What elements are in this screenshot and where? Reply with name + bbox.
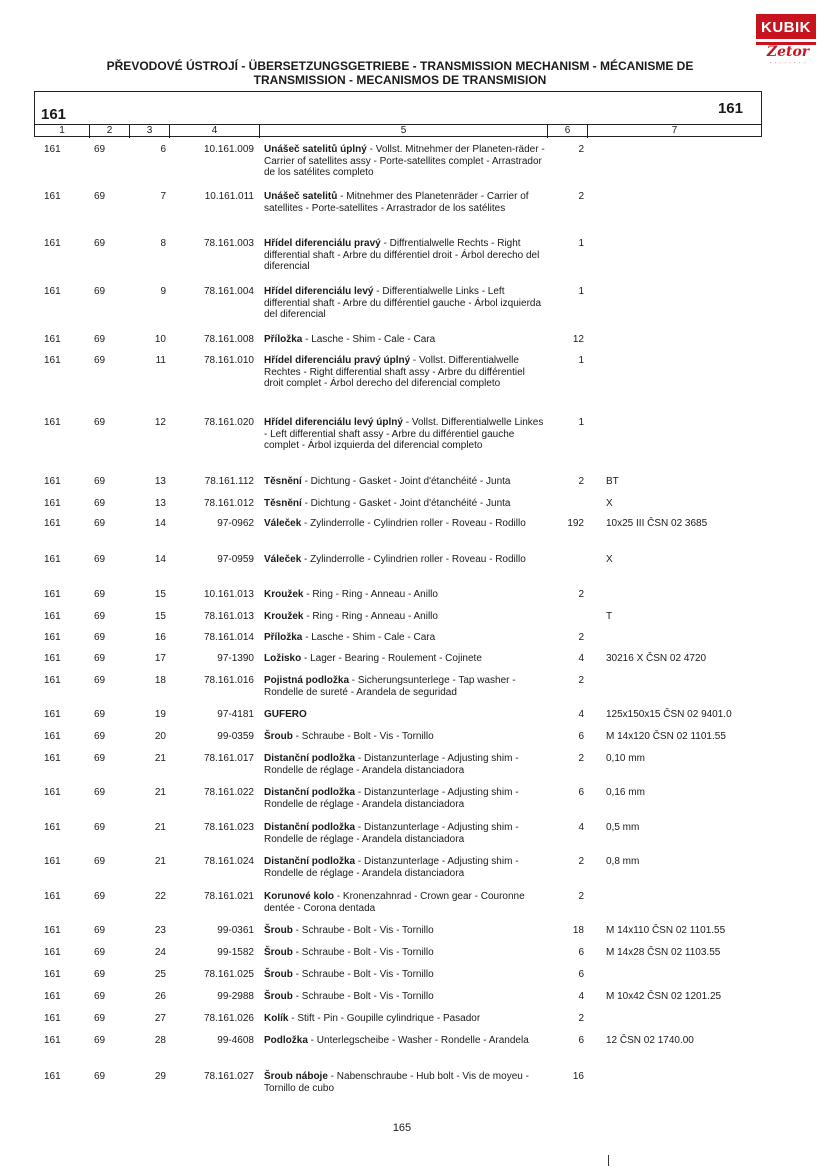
part-translations: - Stift - Pin - Goupille cylindrique - Pasador [288,1013,481,1024]
logo-zetor-text: Zetor · · · · · · · · [766,44,810,65]
description-cell [264,753,546,776]
position-cell: 16 [154,632,166,643]
quantity-cell: 192 [567,518,584,529]
position-cell: 13 [154,498,166,509]
subgroup-cell: 69 [94,518,106,529]
group-cell: 161 [44,286,61,297]
position-cell: 21 [154,822,166,833]
part-name: GUFERO [264,709,307,720]
part-number-cell: 78.161.008 [203,334,254,345]
group-cell: 161 [44,1013,61,1024]
position-cell: 18 [154,675,166,686]
note-cell: 0,5 mm [606,822,640,833]
description-cell [264,498,546,510]
part-number-cell: 78.161.014 [203,632,254,643]
subgroup-cell: 69 [94,787,106,798]
position-cell: 8 [160,238,166,249]
part-translations: - Dichtung - Gasket - Joint d'étanchéité - Junta [301,498,511,509]
subgroup-cell: 69 [94,611,106,622]
part-translations: - Distanzunterlage - Adjusting shim - Rondelle de réglage - Arandela distanciadora [264,856,519,879]
part-name: Kroužek [264,589,304,600]
part-translations: - Lasche - Shim - Cale - Cara [302,334,436,345]
note-cell: 125x150x15 ČSN 02 9401.0 [606,709,732,720]
position-cell: 14 [154,554,166,565]
part-translations: - Distanzunterlage - Adjusting shim - Rondelle de réglage - Arandela distanciadora [264,822,519,845]
group-cell: 161 [44,476,61,487]
part-number-cell: 78.161.020 [203,417,254,428]
part-name: Unášeč satelitů úplný [264,144,367,155]
quantity-cell: 4 [578,822,584,833]
description-cell [264,417,546,452]
description-cell [264,787,546,810]
part-translations: - Vollst. Differentialwelle Linkes - Left differential shaft assy - Arbre du différentiel gauche complet - Árbol izquierda del diferencial completo [264,417,544,451]
part-translations: - Schraube - Bolt - Vis - Tornillo [292,925,434,936]
group-cell: 161 [44,334,61,345]
page-title [40,59,760,87]
part-name: Váleček [264,518,302,529]
part-number-cell: 78.161.004 [203,286,254,297]
group-cell: 161 [44,731,61,742]
note-cell: 0,10 mm [606,753,645,764]
subgroup-cell: 69 [94,822,106,833]
description-cell [264,355,546,390]
group-cell: 161 [44,611,61,622]
subgroup-cell: 69 [94,589,106,600]
description-cell [264,731,546,743]
quantity-cell: 2 [578,191,584,202]
part-name: Příložka [264,334,303,345]
part-translations: - Unterlegscheibe - Washer - Rondelle - Arandela [307,1035,529,1046]
note-cell: T [606,611,613,622]
group-cell: 161 [44,191,61,202]
group-cell: 161 [44,675,61,686]
part-translations: - Ring - Ring - Anneau - Anillo [303,611,438,622]
part-translations: - Sicherungsunterlege - Tap washer - Rondelle de sureté - Arandela de seguridad [264,675,516,698]
column-header-7: 7 [587,125,761,138]
part-name: Podložka [264,1035,308,1046]
column-number-row [35,124,761,138]
part-name: Šroub [264,925,293,936]
quantity-cell: 2 [578,589,584,600]
quantity-cell: 6 [578,787,584,798]
description-cell [264,632,546,644]
description-cell [264,947,546,959]
quantity-cell: 6 [578,969,584,980]
group-cell: 161 [44,144,61,155]
quantity-cell: 18 [572,925,584,936]
note-cell: 10x25 III ČSN 02 3685 [606,518,708,529]
subgroup-cell: 69 [94,856,106,867]
part-translations: - Nabenschraube - Hub bolt - Vis de moyeu - Tornillo de cubo [264,1071,529,1094]
part-translations: - Vollst. Mitnehmer der Planeten-räder - Carrier of satellites assy - Porte-satellites complet - Arrastrador de los satélites completo [264,144,545,178]
subgroup-cell: 69 [94,144,106,155]
quantity-cell: 4 [578,991,584,1002]
quantity-cell: 2 [578,476,584,487]
description-cell [264,589,546,601]
part-number-cell: 78.161.010 [203,355,254,366]
note-cell: X [606,554,613,565]
quantity-cell: 6 [578,947,584,958]
subgroup-cell: 69 [94,947,106,958]
part-name: Distanční podložka [264,822,356,833]
group-cell: 161 [44,498,61,509]
subgroup-cell: 69 [94,632,106,643]
position-cell: 21 [154,753,166,764]
position-cell: 29 [154,1071,166,1082]
part-name: Příložka [264,632,303,643]
description-cell [264,891,546,914]
group-cell: 161 [44,554,61,565]
quantity-cell: 2 [578,891,584,902]
part-translations: - Zylinderrolle - Cylindrien roller - Roveau - Rodillo [301,518,526,529]
note-cell: 0,16 mm [606,787,645,798]
part-number-cell: 78.161.026 [203,1013,254,1024]
part-name: Těsnění [264,476,302,487]
position-cell: 21 [154,787,166,798]
part-translations: - Lasche - Shim - Cale - Cara [302,632,436,643]
part-number-cell: 78.161.016 [203,675,254,686]
position-cell: 22 [154,891,166,902]
position-cell: 13 [154,476,166,487]
note-cell: X [606,498,613,509]
part-translations: - Zylinderrolle - Cylindrien roller - Roveau - Rodillo [301,554,526,565]
quantity-cell: 1 [578,417,584,428]
quantity-cell: 4 [578,709,584,720]
description-cell [264,856,546,879]
subgroup-cell: 69 [94,417,106,428]
note-cell: 0,8 mm [606,856,640,867]
description-cell [264,611,546,623]
part-translations: - Mitnehmer des Planetenräder - Carrier of satellites - Porte-satellites - Arrastrador de los satélites [264,191,529,214]
position-cell: 20 [154,731,166,742]
part-translations: - Ring - Ring - Anneau - Anillo [303,589,438,600]
quantity-cell: 1 [578,238,584,249]
part-name: Šroub [264,947,293,958]
part-translations: - Distanzunterlage - Adjusting shim - Rondelle de réglage - Arandela distanciadora [264,753,519,776]
quantity-cell: 1 [578,286,584,297]
description-cell [264,709,546,721]
group-number-left: 161 [41,106,67,123]
subgroup-cell: 69 [94,476,106,487]
position-cell: 26 [154,991,166,1002]
description-cell [264,991,546,1003]
note-cell: 12 ČSN 02 1740.00 [606,1035,694,1046]
part-name: Váleček [264,554,302,565]
group-number-right: 161 [717,100,743,117]
quantity-cell: 16 [572,1071,584,1082]
note-cell: M 14x28 ČSN 02 1103.55 [606,947,721,958]
part-number-cell: 99-1582 [217,947,254,958]
description-cell [264,144,546,179]
kubik-zetor-logo [756,14,818,66]
quantity-cell: 2 [578,144,584,155]
part-name: Distanční podložka [264,753,356,764]
position-cell: 24 [154,947,166,958]
note-cell: M 14x110 ČSN 02 1101.55 [606,925,726,936]
column-header-2: 2 [89,125,129,138]
part-number-cell: 78.161.021 [203,891,254,902]
part-name: Hřídel diferenciálu pravý [264,238,381,249]
quantity-cell: 12 [572,334,584,345]
column-header-3: 3 [129,125,169,138]
position-cell: 15 [154,611,166,622]
group-cell: 161 [44,891,61,902]
column-header-5: 5 [259,125,547,138]
position-cell: 23 [154,925,166,936]
part-name: Korunové kolo [264,891,335,902]
part-number-cell: 10.161.013 [203,589,254,600]
group-cell: 161 [44,709,61,720]
group-cell: 161 [44,969,61,980]
subgroup-cell: 69 [94,991,106,1002]
table-header [34,91,762,137]
description-cell [264,1035,546,1047]
part-number-cell: 99-0359 [217,731,254,742]
subgroup-cell: 69 [94,653,106,664]
group-cell: 161 [44,947,61,958]
part-number-cell: 97-1390 [217,653,254,664]
part-name: Hřídel diferenciálu levý úplný [264,417,403,428]
quantity-cell: 4 [578,653,584,664]
part-translations: - Lager - Bearing - Roulement - Cojinete [301,653,482,664]
subgroup-cell: 69 [94,238,106,249]
position-cell: 7 [160,191,166,202]
description-cell [264,653,546,665]
part-name: Distanční podložka [264,787,356,798]
part-number-cell: 78.161.112 [204,476,254,487]
position-cell: 6 [160,144,166,155]
part-translations: - Differentialwelle Links - Left differential shaft - Arbre du différentiel gauche - Árbol izquierda del diferencial [264,286,542,320]
page-number: 165 [392,1122,412,1134]
note-cell: BT [606,476,619,487]
position-cell: 9 [160,286,166,297]
subgroup-cell: 69 [94,286,106,297]
part-number-cell: 97-4181 [217,709,254,720]
part-name: Pojistná podložka [264,675,350,686]
description-cell [264,925,546,937]
part-translations: - Schraube - Bolt - Vis - Tornillo [292,969,434,980]
quantity-cell: 2 [578,856,584,867]
part-number-cell: 78.161.024 [203,856,254,867]
description-cell [264,238,546,273]
position-cell: 15 [154,589,166,600]
part-translations: - Schraube - Bolt - Vis - Tornillo [292,991,434,1002]
part-number-cell: 99-2988 [217,991,254,1002]
part-name: Kolík [264,1013,289,1024]
note-cell: M 10x42 ČSN 02 1201.25 [606,991,722,1002]
position-cell: 19 [154,709,166,720]
subgroup-cell: 69 [94,1035,106,1046]
subgroup-cell: 69 [94,1071,106,1082]
logo-kubik-text: KUBIK [756,14,816,42]
description-cell [264,675,546,698]
position-cell: 21 [154,856,166,867]
part-number-cell: 99-4608 [217,1035,254,1046]
subgroup-cell: 69 [94,709,106,720]
part-translations: - Kronenzahnrad - Crown gear - Couronne dentée - Corona dentada [264,891,525,914]
group-cell: 161 [44,925,61,936]
part-number-cell: 78.161.023 [203,822,254,833]
part-number-cell: 10.161.009 [203,144,254,155]
subgroup-cell: 69 [94,498,106,509]
position-cell: 11 [155,355,166,366]
quantity-cell: 6 [578,731,584,742]
subgroup-cell: 69 [94,753,106,764]
part-name: Šroub náboje [264,1071,328,1082]
group-cell: 161 [44,787,61,798]
column-header-4: 4 [169,125,259,138]
part-number-cell: 10.161.011 [204,191,254,202]
note-cell: 30216 X ČSN 02 4720 [606,653,707,664]
part-translations: - Diffrentialwelle Rechts - Right differential shaft - Arbre du différentiel droit - Árbol derecho del diferencial [264,238,540,272]
position-cell: 12 [154,417,166,428]
subgroup-cell: 69 [94,355,106,366]
part-translations: - Dichtung - Gasket - Joint d'étanchéité - Junta [301,476,511,487]
group-cell: 161 [44,355,61,366]
subgroup-cell: 69 [94,675,106,686]
description-cell [264,286,546,321]
quantity-cell: 6 [578,1035,584,1046]
group-cell: 161 [44,417,61,428]
description-cell [264,476,546,488]
description-cell [264,191,546,214]
group-cell: 161 [44,632,61,643]
column-header-1: 1 [59,125,65,136]
part-name: Šroub [264,969,293,980]
page-title-line2: TRANSMISSION - MECANISMOS DE TRANSMISION [253,73,547,87]
subgroup-cell: 69 [94,891,106,902]
part-number-cell: 78.161.003 [203,238,254,249]
quantity-cell: 1 [578,355,584,366]
part-name: Ložisko [264,653,302,664]
group-cell: 161 [44,753,61,764]
subgroup-cell: 69 [94,1013,106,1024]
part-number-cell: 97-0962 [217,518,254,529]
position-cell: 25 [154,969,166,980]
group-cell: 161 [44,1071,61,1082]
subgroup-cell: 69 [94,925,106,936]
group-cell: 161 [44,991,61,1002]
part-number-cell: 78.161.022 [203,787,254,798]
note-cell: M 14x120 ČSN 02 1101.55 [606,731,726,742]
part-number-cell: 78.161.025 [203,969,254,980]
part-translations: - Distanzunterlage - Adjusting shim - Rondelle de réglage - Arandela distanciadora [264,787,519,810]
description-cell [264,334,546,346]
description-cell [264,822,546,845]
part-number-cell: 78.161.013 [203,611,254,622]
group-cell: 161 [44,822,61,833]
description-cell [264,1013,546,1025]
quantity-cell: 2 [578,753,584,764]
part-name: Šroub [264,991,293,1002]
part-name: Kroužek [264,611,304,622]
part-name: Distanční podložka [264,856,356,867]
group-cell: 161 [44,589,61,600]
part-number-cell: 78.161.017 [203,753,254,764]
group-cell: 161 [44,856,61,867]
group-cell: 161 [44,653,61,664]
description-cell [264,554,546,566]
part-name: Hřídel diferenciálu pravý úplný [264,355,411,366]
quantity-cell: 2 [578,632,584,643]
part-translations: - Vollst. Differentialwelle Rechtes - Right differential shaft assy - Arbre du différentiel droit complet - Árbol derecho del diferencial completo [264,355,525,389]
part-translations: - Schraube - Bolt - Vis - Tornillo [292,947,434,958]
column-header-6: 6 [547,125,587,138]
subgroup-cell: 69 [94,554,106,565]
part-name: Hřídel diferenciálu levý [264,286,374,297]
position-cell: 27 [154,1013,166,1024]
part-number-cell: 97-0959 [217,554,254,565]
position-cell: 28 [154,1035,166,1046]
group-cell: 161 [44,1035,61,1046]
part-name: Těsnění [264,498,302,509]
subgroup-cell: 69 [94,334,106,345]
position-cell: 14 [154,518,166,529]
page-title-line1: PŘEVODOVÉ ÚSTROJÍ - ÜBERSETZUNGSGETRIEBE - TRANSMISSION MECHANISM - MÉCANISME DE [106,59,694,73]
position-cell: 17 [154,653,166,664]
group-cell: 161 [44,238,61,249]
description-cell [264,969,546,981]
part-number-cell: 78.161.027 [203,1071,254,1082]
description-cell [264,1071,546,1094]
part-name: Unášeč satelitů [264,191,338,202]
group-cell: 161 [44,518,61,529]
subgroup-cell: 69 [94,969,106,980]
description-cell [264,518,546,530]
part-translations: - Schraube - Bolt - Vis - Tornillo [292,731,434,742]
subgroup-cell: 69 [94,191,106,202]
quantity-cell: 2 [578,1013,584,1024]
quantity-cell: 2 [578,675,584,686]
position-cell: 10 [154,334,166,345]
part-number-cell: 78.161.012 [203,498,254,509]
part-name: Šroub [264,731,293,742]
subgroup-cell: 69 [94,731,106,742]
margin-mark [608,1155,609,1166]
part-number-cell: 99-0361 [217,925,254,936]
